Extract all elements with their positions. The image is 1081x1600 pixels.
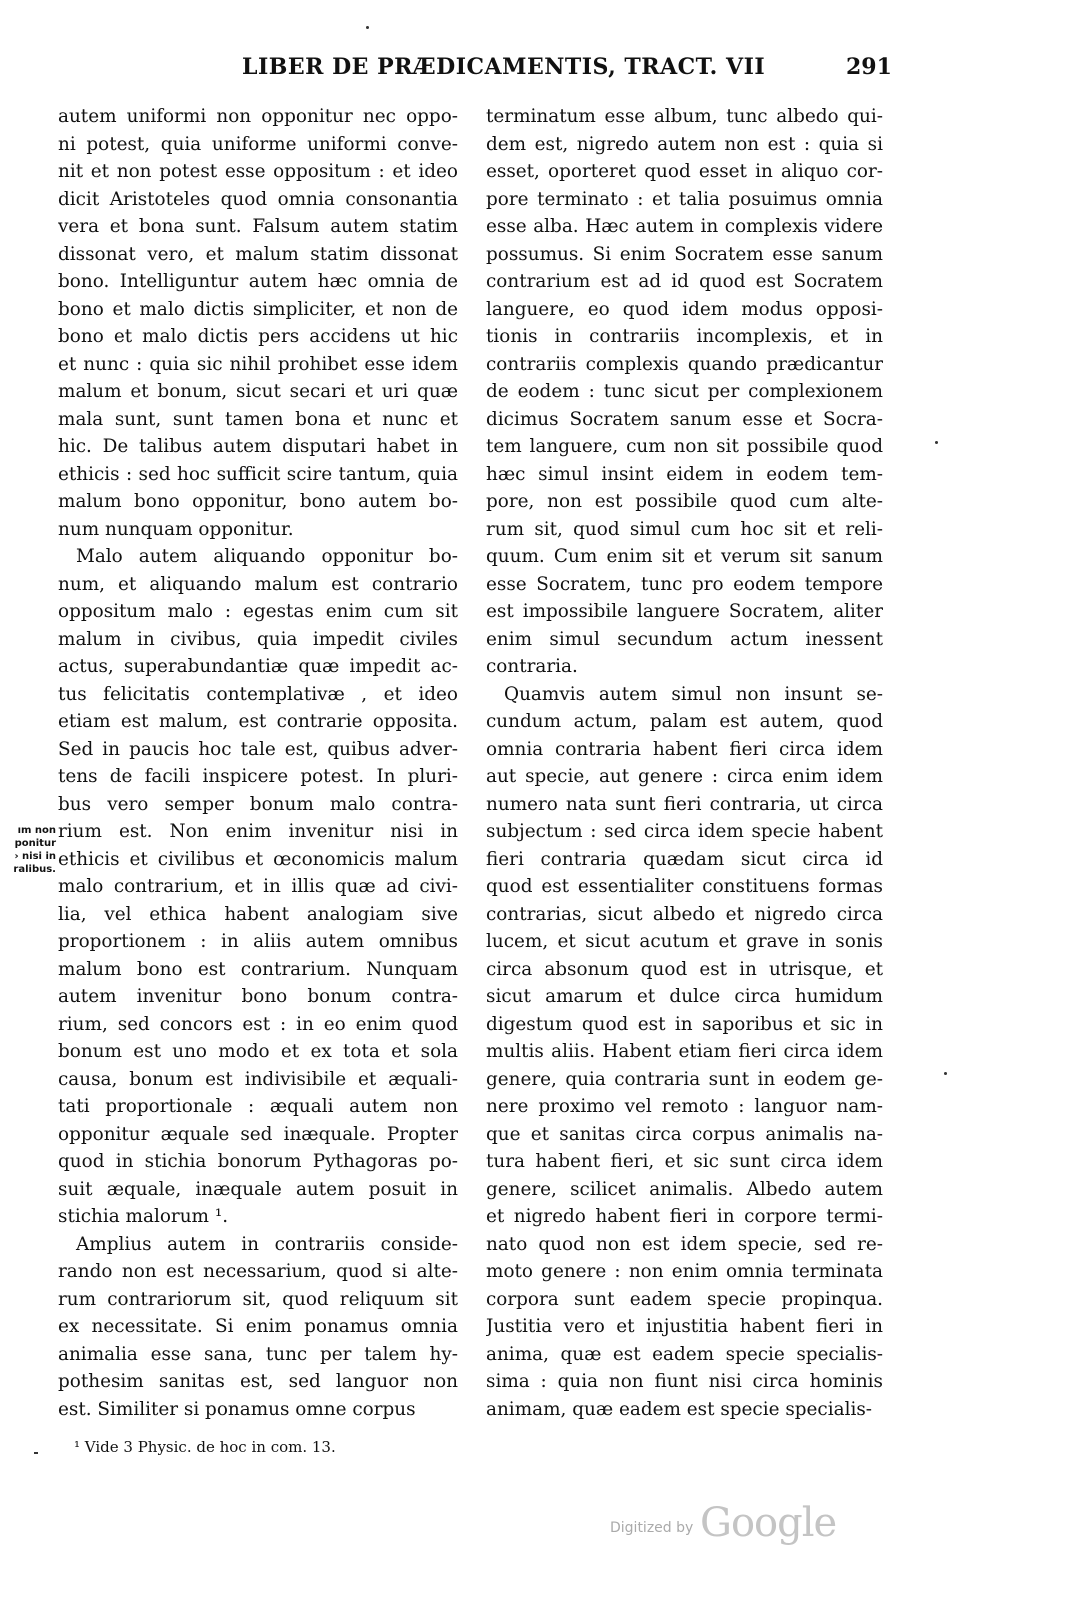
text-line: rum sit, quod simul cum hoc sit et reli- xyxy=(486,518,883,540)
text-line: ni potest, quia uniforme uniformi conve- xyxy=(58,133,458,155)
digitized-watermark xyxy=(610,1500,840,1550)
text-line: rando non est necessarium, quod si alte- xyxy=(58,1261,458,1282)
text-line: bono. Intelliguntur autem hæc omnia de xyxy=(58,271,458,292)
text-line: dicimus Socratem sanum esse et Socra- xyxy=(486,408,883,430)
text-line: malum in civibus, quia impedit civiles xyxy=(58,628,458,650)
text-line: num nunquam opponitur. xyxy=(58,518,294,540)
text-line: esse alba. Hæc autem in complexis videre xyxy=(486,216,883,237)
text-line: fieri contraria quædam sicut circa id xyxy=(486,848,883,870)
text-line: oppositum malo : egestas enim cum sit xyxy=(58,601,458,622)
text-line: esse Socratem, tunc pro eodem tempore xyxy=(486,573,883,595)
page-number: 291 xyxy=(846,54,892,80)
text-line: bono et malo dictis pers accidens ut hic xyxy=(58,326,458,347)
text-line: hic. De talibus autem disputari habet in xyxy=(58,436,458,457)
text-line: animam, quæ eadem est specie specialis- xyxy=(486,1398,872,1420)
text-line: vera et bona sunt. Falsum autem statim xyxy=(58,216,458,237)
text-line: pore terminato : et talia posuimus omnia xyxy=(486,188,883,210)
text-line: nere proximo vel remoto : languor nam- xyxy=(486,1096,883,1117)
text-line: bono et malo dictis simpliciter, et non de xyxy=(58,298,458,320)
text-line: actus, superabundantiæ quæ impedit ac- xyxy=(58,656,458,677)
text-line: que et sanitas circa corpus animalis na- xyxy=(486,1123,883,1145)
print-speck xyxy=(935,441,938,444)
text-line: anima, quæ est eadem specie specialis- xyxy=(486,1343,883,1365)
text-line: tem languere, cum non sit possibile quod xyxy=(486,436,883,457)
text-line: Amplius autem in contrariis conside- xyxy=(76,1233,458,1255)
text-line: stichia malorum ¹. xyxy=(58,1206,229,1227)
margin-note-line: ralibus. xyxy=(13,864,56,875)
text-line: sima : quia non fiunt nisi circa hominis xyxy=(486,1371,883,1392)
text-line: enim simul secundum actum inessent xyxy=(486,628,883,650)
margin-note-line: ponitur xyxy=(14,838,56,849)
text-line: circa absonum quod est in utrisque, et xyxy=(486,958,883,980)
text-line: opponitur æquale sed inæquale. Propter xyxy=(58,1123,458,1145)
running-header xyxy=(0,54,1081,88)
right-text-column xyxy=(486,103,883,1423)
text-line: nit et non potest esse oppositum : et ideo xyxy=(58,161,458,182)
watermark-prefix: Digitized by xyxy=(610,1520,694,1536)
text-line: Malo autem aliquando opponitur bo- xyxy=(76,546,458,567)
text-line: proportionem : in aliis autem omnibus xyxy=(58,931,458,952)
running-title: LIBER DE PRÆDICAMENTIS, TRACT. VII xyxy=(242,54,766,80)
text-line: rium est. Non enim invenitur nisi in xyxy=(58,821,458,842)
text-line: rium, sed concors est : in eo enim quod xyxy=(58,1013,458,1035)
margin-note-line: › nisi in xyxy=(14,851,56,862)
text-line: nato quod non est idem specie, sed re- xyxy=(486,1233,883,1255)
text-line: quod est essentialiter constituens formas xyxy=(486,876,883,897)
text-line: tionis in contrariis incomplexis, et in xyxy=(486,326,883,347)
text-line: contrarias, sicut albedo et nigredo circa xyxy=(486,903,883,925)
print-speck xyxy=(944,1072,947,1075)
text-line: dicit Aristoteles quod omnia consonantia xyxy=(58,188,458,210)
text-line: tus felicitatis contemplativæ , et ideo xyxy=(58,683,458,705)
text-line: num, et aliquando malum est contrario xyxy=(58,573,458,595)
text-line: pothesim sanitas est, sed languor non xyxy=(58,1371,458,1392)
margin-note-line: ım non xyxy=(17,825,56,836)
text-line: terminatum esse album, tunc albedo qui- xyxy=(486,106,883,127)
text-line: quum. Cum enim sit et verum sit sanum xyxy=(486,546,883,567)
text-line: contrariis complexis quando prædicantur xyxy=(486,353,883,375)
text-line: digestum quod est in saporibus et sic in xyxy=(486,1013,883,1035)
text-line: tura habent fieri, et sic sunt circa idem xyxy=(486,1151,883,1172)
text-line: possumus. Si enim Socratem esse sanum xyxy=(486,243,883,265)
text-line: hæc simul insint eidem in eodem tem- xyxy=(486,463,883,485)
text-line: animalia esse sana, tunc per talem hy- xyxy=(58,1343,458,1365)
text-line: tens de facili inspicere potest. In pluri- xyxy=(58,766,458,787)
text-line: aut specie, aut genere : circa enim idem xyxy=(486,766,883,787)
text-line: esset, oporteret quod esset in aliquo cor- xyxy=(486,161,883,182)
text-line: bonum est uno modo et ex tota et sola xyxy=(58,1041,458,1062)
text-line: Quamvis autem simul non insunt se- xyxy=(504,683,883,705)
text-line: genere, scilicet animalis. Albedo autem xyxy=(486,1178,883,1200)
text-line: mala sunt, sunt tamen bona et nunc et xyxy=(58,408,458,430)
text-line: malum bono opponitur, bono autem bo- xyxy=(58,491,458,512)
text-line: tati proportionale : æquali autem non xyxy=(58,1096,458,1117)
text-line: ethicis : sed hoc sufficit scire tantum, quia xyxy=(58,463,458,485)
text-line: omnia contraria habent fieri circa idem xyxy=(486,738,883,760)
text-line: bus vero semper bonum malo contra- xyxy=(58,793,458,815)
text-line: malo contrarium, et in illis quæ ad civi- xyxy=(58,876,458,897)
text-line: et nigredo habent fieri in corpore termi- xyxy=(486,1206,883,1227)
text-line: autem uniformi non opponitur nec oppo- xyxy=(58,106,458,127)
footnote-mark xyxy=(34,1452,38,1454)
text-line: Justitia vero et injustitia habent fieri in xyxy=(486,1316,883,1337)
text-line: languere, eo quod idem modus opposi- xyxy=(486,298,883,320)
text-line: causa, bonum est indivisibile et æquali- xyxy=(58,1068,458,1090)
text-line: lia, vel ethica habent analogiam sive xyxy=(58,903,458,925)
text-line: ethicis et civilibus et œconomicis malum xyxy=(58,848,458,870)
text-line: lucem, et sicut acutum et grave in sonis xyxy=(486,931,883,952)
print-speck xyxy=(366,26,369,29)
left-text-column xyxy=(58,103,458,1423)
text-line: subjectum : sed circa idem specie habent xyxy=(486,821,883,842)
text-line: multis aliis. Habent etiam fieri circa idem xyxy=(486,1041,883,1062)
text-line: dem est, nigredo autem non est : quia si xyxy=(486,133,883,155)
text-line: de eodem : tunc sicut per complexionem xyxy=(486,381,883,402)
text-line: numero nata sunt fieri contraria, ut circa xyxy=(486,793,883,815)
text-line: genere, quia contraria sunt in eodem ge- xyxy=(486,1068,883,1090)
text-line: cundum actum, palam est autem, quod xyxy=(486,711,883,732)
text-line: est impossibile languere Socratem, aliter xyxy=(486,601,883,622)
text-line: autem invenitur bono bonum contra- xyxy=(58,986,458,1007)
text-line: rum contrariorum sit, quod reliquum sit xyxy=(58,1288,458,1310)
text-line: dissonat vero, et malum statim dissonat xyxy=(58,243,458,265)
text-line: malum bono est contrarium. Nunquam xyxy=(58,958,458,980)
text-line: malum et bonum, sicut secari et uri quæ xyxy=(58,381,458,402)
text-line: corpora sunt eadem specie propinqua. xyxy=(486,1288,883,1310)
google-logo: Google xyxy=(700,1500,837,1546)
text-line: contrarium est ad id quod est Socratem xyxy=(486,271,883,292)
text-line: contraria. xyxy=(486,656,578,677)
text-line: quod in stichia bonorum Pythagoras po- xyxy=(58,1151,458,1172)
text-line: ex necessitate. Si enim ponamus omnia xyxy=(58,1316,458,1337)
text-line: etiam est malum, est contrarie opposita. xyxy=(58,711,458,732)
text-line: sicut amarum et dulce circa humidum xyxy=(486,986,883,1007)
footnote: ¹ Vide 3 Physic. de hoc in com. 13. xyxy=(74,1438,336,1456)
text-line: est. Similiter si ponamus omne corpus xyxy=(58,1398,416,1420)
text-line: Sed in paucis hoc tale est, quibus adver- xyxy=(58,738,458,760)
text-line: pore, non est possibile quod cum alte- xyxy=(486,491,883,512)
text-line: suit æquale, inæquale autem posuit in xyxy=(58,1178,458,1200)
margin-note xyxy=(0,824,56,876)
text-line: moto genere : non enim omnia terminata xyxy=(486,1261,883,1282)
text-line: et nunc : quia sic nihil prohibet esse idem xyxy=(58,353,458,375)
